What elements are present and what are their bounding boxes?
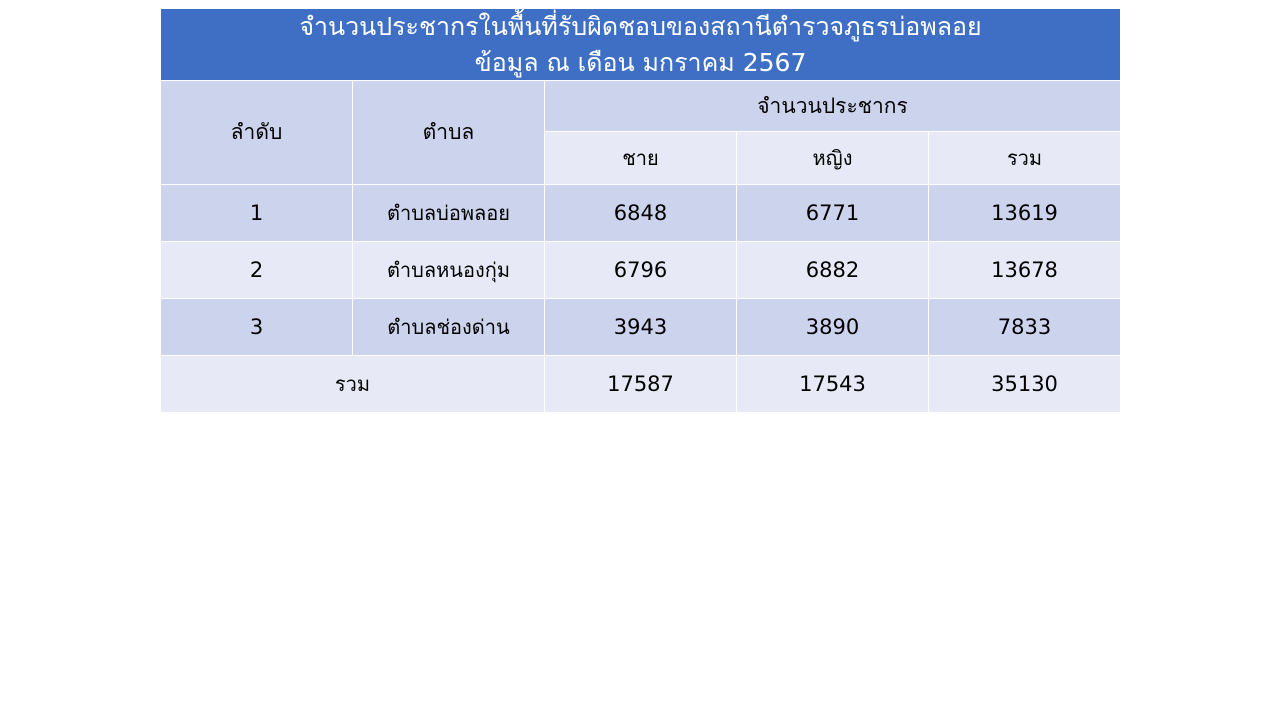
table-row bbox=[161, 299, 1121, 356]
document-title bbox=[161, 9, 1121, 81]
cell-tambon: ตำบลบ่อพลอย bbox=[353, 185, 545, 242]
cell-female: 3890 bbox=[737, 299, 929, 356]
header-order: ลำดับ bbox=[161, 81, 353, 185]
cell-order: 2 bbox=[161, 242, 353, 299]
title-line-2: ข้อมูล ณ เดือน มกราคม 2567 bbox=[474, 47, 807, 77]
cell-total: 7833 bbox=[929, 299, 1121, 356]
table-header-row-1 bbox=[161, 81, 1121, 132]
table-summary-row bbox=[161, 356, 1121, 413]
cell-male: 6848 bbox=[545, 185, 737, 242]
table-row bbox=[161, 185, 1121, 242]
cell-female: 6882 bbox=[737, 242, 929, 299]
population-table bbox=[160, 8, 1121, 413]
title-line-1: จำนวนประชากรในพื้นที่รับผิดชอบของสถานีตำรวจภูธรบ่อพลอย bbox=[299, 12, 982, 41]
cell-total: 13678 bbox=[929, 242, 1121, 299]
cell-tambon: ตำบลหนองกุ่ม bbox=[353, 242, 545, 299]
summary-male: 17587 bbox=[545, 356, 737, 413]
cell-order: 3 bbox=[161, 299, 353, 356]
header-population-group: จำนวนประชากร bbox=[545, 81, 1121, 132]
cell-male: 3943 bbox=[545, 299, 737, 356]
cell-tambon: ตำบลช่องด่าน bbox=[353, 299, 545, 356]
cell-male: 6796 bbox=[545, 242, 737, 299]
header-female: หญิง bbox=[737, 132, 929, 185]
header-total: รวม bbox=[929, 132, 1121, 185]
cell-total: 13619 bbox=[929, 185, 1121, 242]
header-male: ชาย bbox=[545, 132, 737, 185]
table-row bbox=[161, 242, 1121, 299]
header-tambon: ตำบล bbox=[353, 81, 545, 185]
table-title-row bbox=[161, 9, 1121, 81]
summary-total: 35130 bbox=[929, 356, 1121, 413]
cell-order: 1 bbox=[161, 185, 353, 242]
summary-label: รวม bbox=[161, 356, 545, 413]
cell-female: 6771 bbox=[737, 185, 929, 242]
population-table-container bbox=[160, 8, 1120, 413]
summary-female: 17543 bbox=[737, 356, 929, 413]
